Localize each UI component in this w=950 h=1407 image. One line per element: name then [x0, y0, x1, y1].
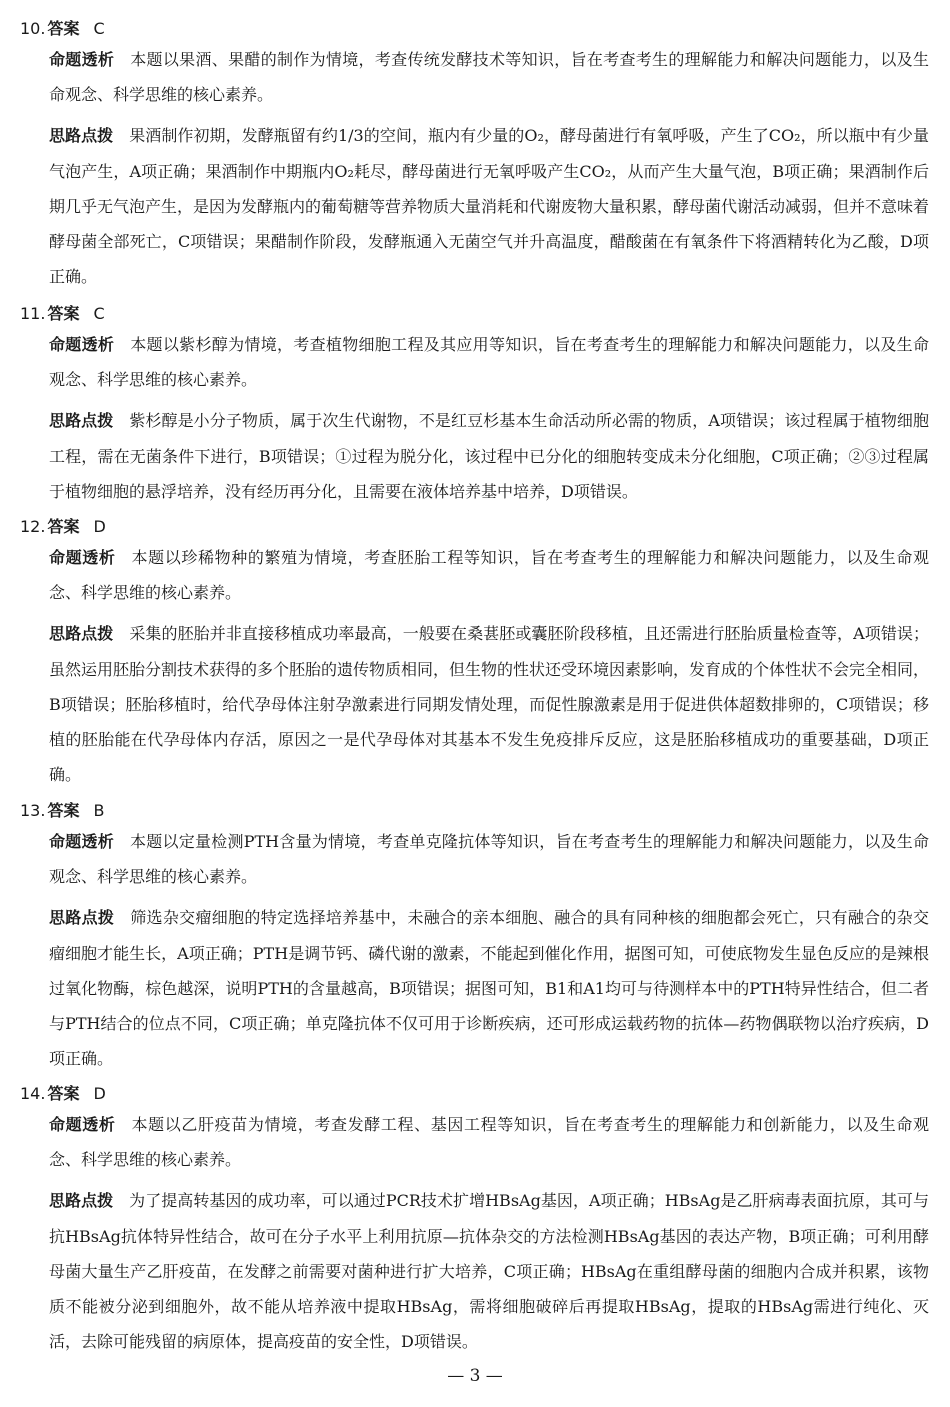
intent-text: 本题以珍稀物种的繁殖为情境，考查胚胎工程等知识，旨在考查考生的理解能力和解决问题能力，以及生命观念、科学思维的核心素养。 — [49, 548, 929, 603]
answer-label: 答案 — [47, 19, 80, 38]
intent-paragraph — [49, 540, 929, 610]
intent-paragraph — [49, 327, 929, 397]
question-13 — [20, 798, 930, 1076]
question-number: 11. — [20, 304, 46, 323]
question-header — [20, 514, 930, 540]
answer-value: B — [93, 801, 105, 820]
hint-paragraph — [49, 616, 929, 792]
hint-text: 果酒制作初期，发酵瓶留有约1/3的空间，瓶内有少量的O₂，酵母菌进行有氧呼吸，产生了CO₂，所以瓶中有少量气泡产生，A项正确；果酒制作中期瓶内O₂耗尽，酵母菌进行无氧呼吸产生CO₂，从而产生大量气泡，B项正确；果酒制作后期几乎无气泡产生，是因为发酵瓶内的葡萄糖等营养物质大量消耗和代谢废物大量积累，酵母菌代谢活动减弱，但并不意味着酵母菌全部死亡，C项错误；果醋制作阶段，发酵瓶通入无菌空气并升高温度，醋酸菌在有氧条件下将酒精转化为乙酸，D项正确。 — [49, 126, 930, 287]
hint-label: 思路点拨 — [49, 411, 114, 431]
hint-text: 为了提高转基因的成功率，可以通过PCR技术扩增HBsAg基因，A项正确；HBsAg是乙肝病毒表面抗原，其可与抗HBsAg抗体特异性结合，故可在分子水平上利用抗原—抗体杂交的方法检测HBsAg基因的表达产物，B项正确；可利用酵母菌大量生产乙肝疫苗，在发酵之前需要对菌种进行扩大培养，C项正确；HBsAg在重组酵母菌的细胞内合成并积累，该物质不能被分泌到细胞外，故不能从培养液中提取HBsAg，需将细胞破碎后再提取HBsAg，提取的HBsAg需进行纯化、灭活，去除可能残留的病原体，提高疫苗的安全性，D项错误。 — [49, 1191, 929, 1352]
hint-paragraph — [49, 118, 929, 294]
answer-label: 答案 — [47, 801, 80, 820]
intent-label: 命题透析 — [49, 1115, 116, 1134]
hint-text: 紫杉醇是小分子物质，属于次生代谢物，不是红豆杉基本生命活动所必需的物质，A项错误；该过程属于植物细胞工程，需在无菌条件下进行，B项错误；①过程为脱分化，该过程中已分化的细胞转变成未分化细胞，C项正确；②③过程属于植物细胞的悬浮培养，没有经历再分化，且需要在液体培养基中培养，D项错误。 — [49, 411, 929, 501]
answer-label: 答案 — [47, 517, 80, 536]
question-10 — [20, 16, 930, 294]
intent-text: 本题以乙肝疫苗为情境，考查发酵工程、基因工程等知识，旨在考查考生的理解能力和创新能力，以及生命观念、科学思维的核心素养。 — [49, 1115, 929, 1170]
question-number: 13. — [20, 801, 46, 820]
intent-label: 命题透析 — [49, 832, 114, 851]
intent-label: 命题透析 — [49, 548, 116, 567]
question-header — [20, 1081, 930, 1107]
answer-value: C — [93, 304, 105, 323]
hint-text: 采集的胚胎并非直接移植成功率最高，一般要在桑葚胚或囊胚阶段移植，且还需进行胚胎质量检查等，A项错误；虽然运用胚胎分割技术获得的多个胚胎的遗传物质相同，但生物的性状还受环境因素影响，发育成的个体性状不会完全相同，B项错误；胚胎移植时，给代孕母体注射孕激素进行同期发情处理，而促性腺激素是用于促进供体超数排卵的，C项错误；移植的胚胎能在代孕母体内存活，原因之一是代孕母体对其基本不发生免疫排斥反应，这是胚胎移植成功的重要基础，D项正确。 — [49, 624, 930, 785]
answer-value: D — [93, 517, 106, 536]
question-header — [20, 301, 930, 327]
question-11 — [20, 301, 930, 509]
hint-paragraph — [49, 403, 929, 509]
intent-text: 本题以果酒、果醋的制作为情境，考查传统发酵技术等知识，旨在考查考生的理解能力和解决问题能力，以及生命观念、科学思维的核心素养。 — [49, 50, 929, 105]
intent-paragraph — [49, 824, 929, 894]
question-header — [20, 798, 930, 824]
hint-text: 筛选杂交瘤细胞的特定选择培养基中，未融合的亲本细胞、融合的具有同种核的细胞都会死亡，只有融合的杂交瘤细胞才能生长，A项正确；PTH是调节钙、磷代谢的激素，不能起到催化作用，据图可知，可使底物发生显色反应的是辣根过氧化物酶，棕色越深，说明PTH的含量越高，B项错误；据图可知，B1和A1均可与待测样本中的PTH特异性结合，但二者与PTH结合的位点不同，C项正确；单克隆抗体不仅可用于诊断疾病，还可形成运载药物的抗体—药物偶联物以治疗疾病，D项正确。 — [49, 908, 929, 1069]
hint-label: 思路点拨 — [49, 624, 114, 644]
answer-label: 答案 — [47, 304, 80, 323]
hint-label: 思路点拨 — [49, 1191, 114, 1211]
question-number: 12. — [20, 517, 46, 536]
question-number: 14. — [20, 1084, 46, 1103]
question-header — [20, 16, 930, 42]
answer-value: D — [93, 1084, 106, 1103]
intent-text: 本题以定量检测PTH含量为情境，考查单克隆抗体等知识，旨在考查考生的理解能力和解决问题能力，以及生命观念、科学思维的核心素养。 — [49, 832, 929, 887]
hint-label: 思路点拨 — [49, 126, 114, 146]
question-number: 10. — [20, 19, 46, 38]
question-14 — [20, 1081, 930, 1359]
intent-paragraph — [49, 42, 929, 112]
hint-label: 思路点拨 — [49, 908, 115, 928]
hint-paragraph — [49, 1183, 929, 1359]
hint-paragraph — [49, 900, 929, 1076]
intent-label: 命题透析 — [49, 335, 115, 354]
intent-text: 本题以紫杉醇为情境，考查植物细胞工程及其应用等知识，旨在考查考生的理解能力和解决问题能力，以及生命观念、科学思维的核心素养。 — [49, 335, 929, 390]
question-12 — [20, 514, 930, 792]
intent-label: 命题透析 — [49, 50, 115, 69]
answer-label: 答案 — [47, 1084, 80, 1103]
answer-value: C — [93, 19, 105, 38]
intent-paragraph — [49, 1107, 929, 1177]
page-number: — 3 — — [447, 1366, 503, 1386]
